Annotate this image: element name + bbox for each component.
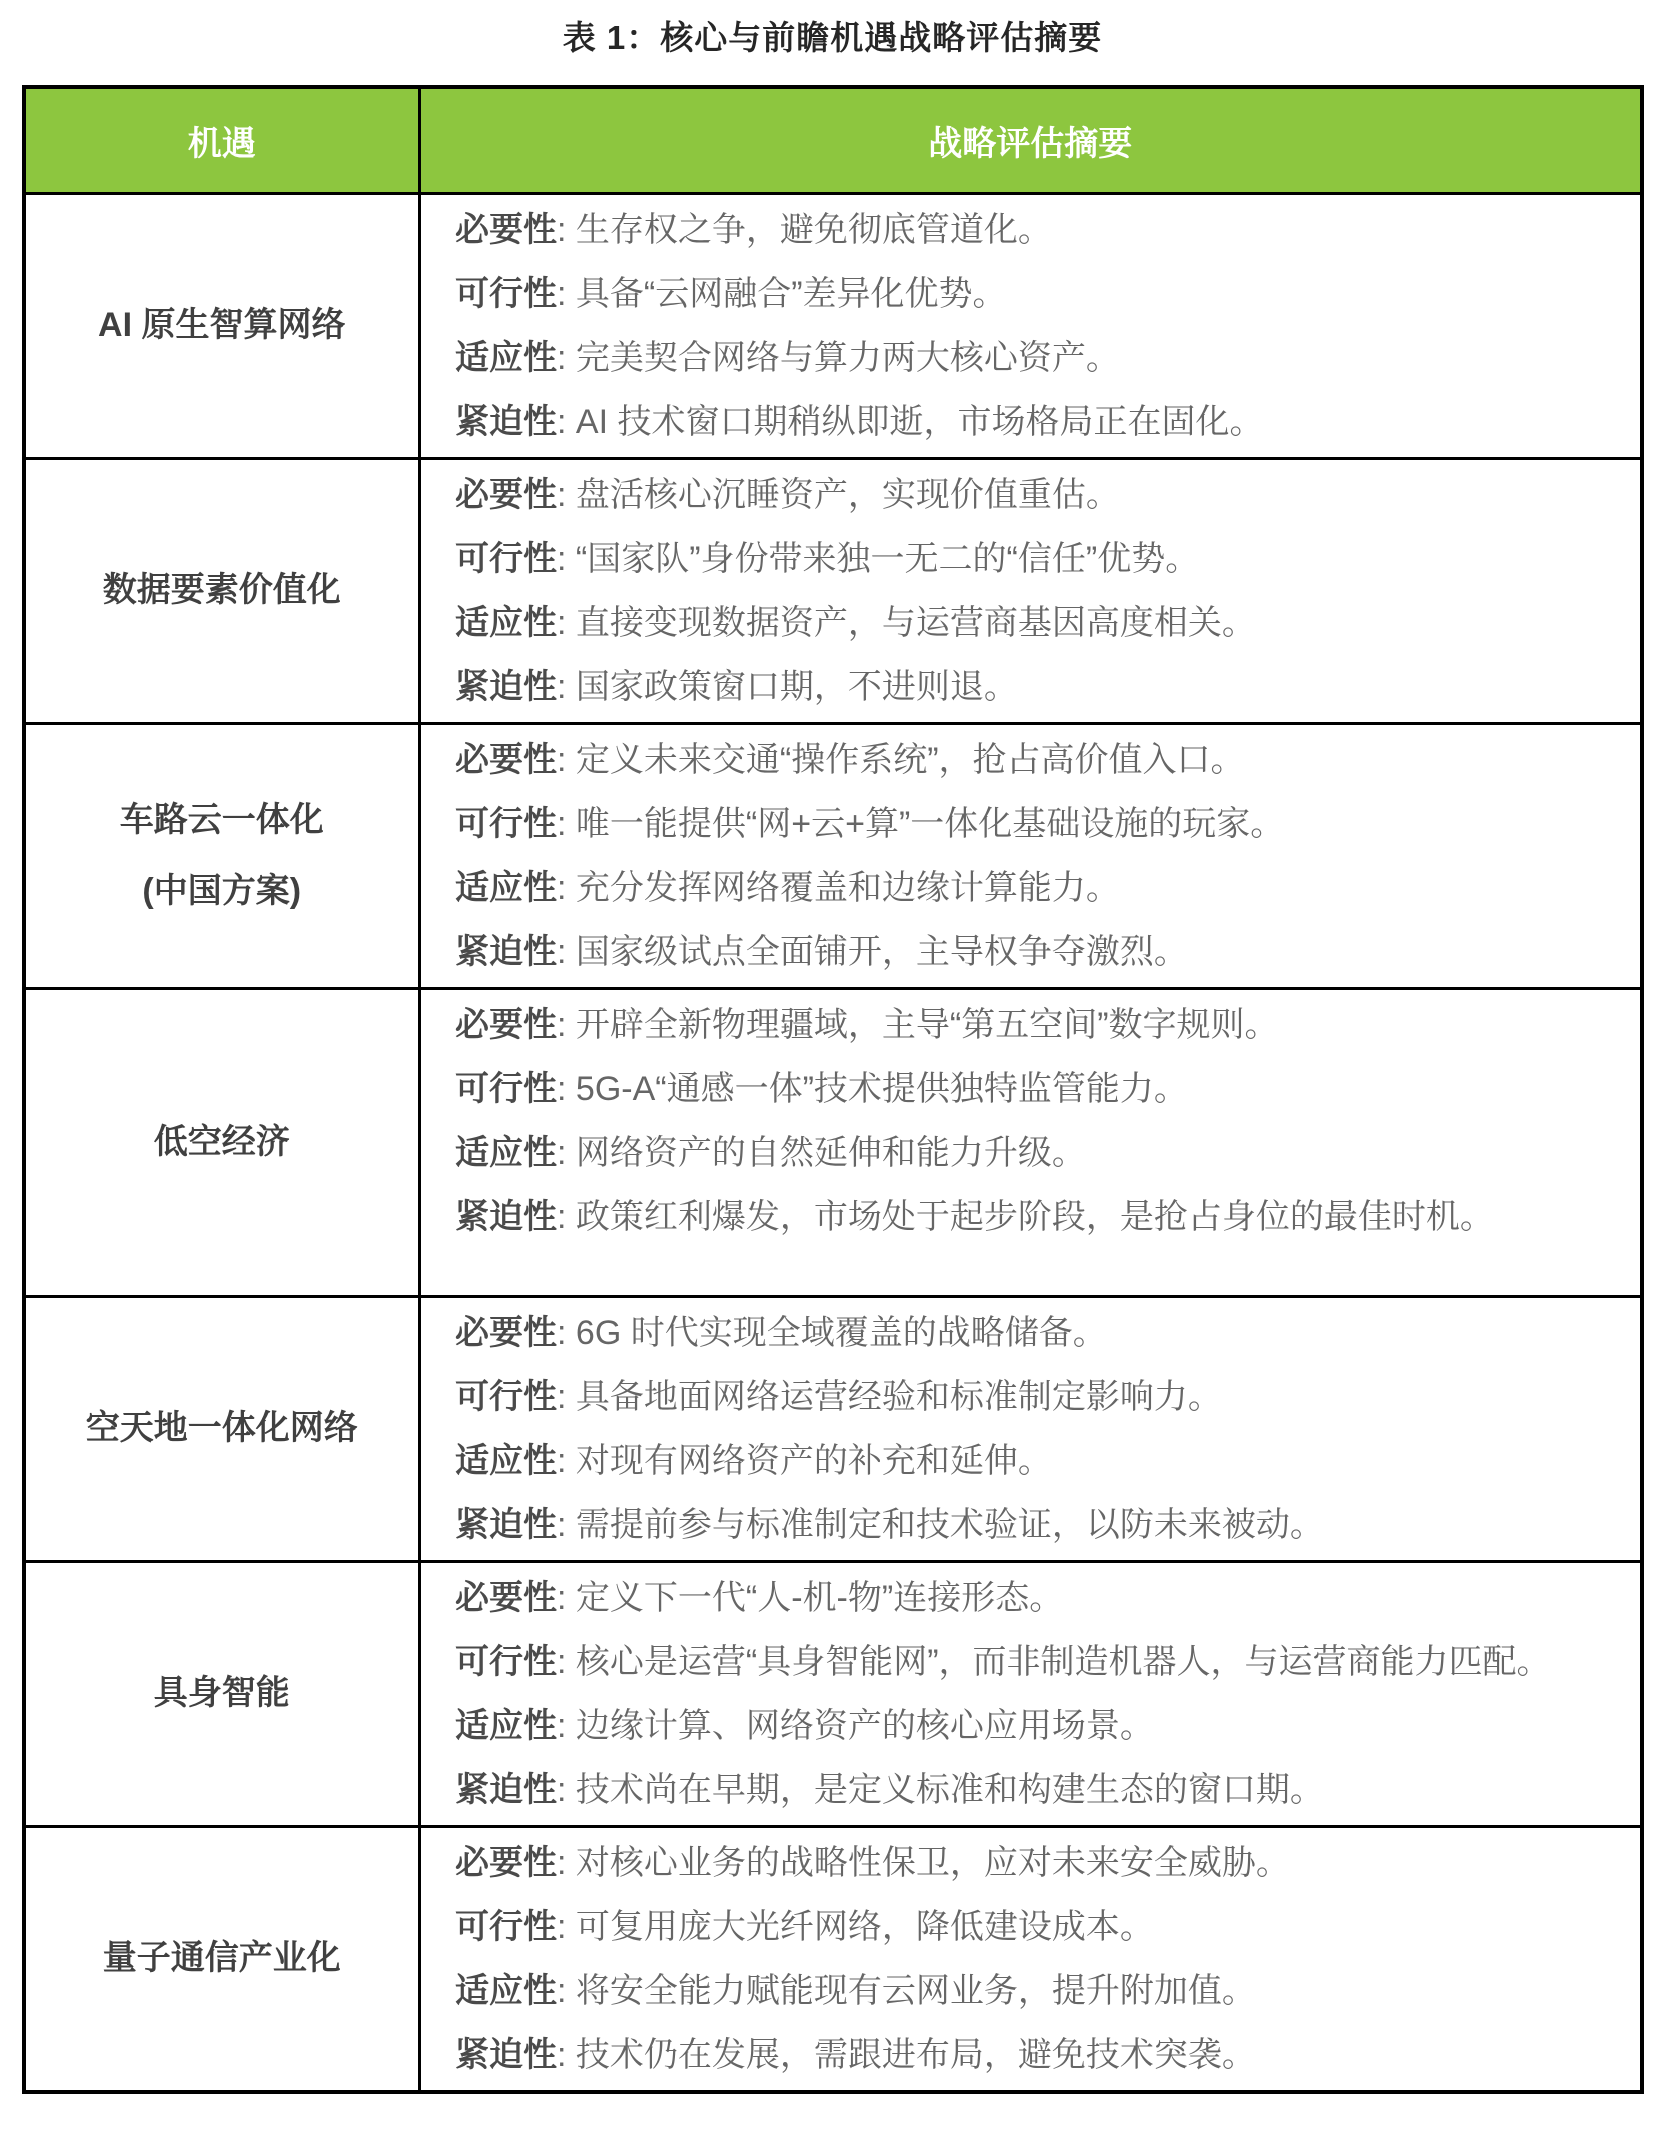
- assessment-text: 完美契合网络与算力两大核心资产。: [575, 338, 1120, 377]
- header-row: [24, 87, 1642, 193]
- assessment-item: 紧迫性: 技术仍在发展，需跟进布局，避免技术突袭。: [455, 2035, 1256, 2074]
- assessment-text: 充分发挥网络覆盖和边缘计算能力。: [575, 868, 1120, 907]
- assessment-item: 必要性: 生存权之争，避免彻底管道化。: [455, 210, 1052, 249]
- assessment-text: 具备“云网融合”差异化优势。: [575, 274, 1007, 313]
- assessment-label: 紧迫性: [455, 1505, 557, 1544]
- assessment-item: 必要性: 定义未来交通“操作系统”，抢占高价值入口。: [455, 740, 1245, 779]
- opportunity-cell: [24, 1561, 420, 1826]
- assessment-text: 5G-A“通感一体”技术提供独特监管能力。: [575, 1069, 1188, 1108]
- header-summary: 战略评估摘要: [420, 87, 1642, 193]
- summary-cell: [420, 723, 1642, 988]
- opportunity-name: (中国方案): [142, 871, 302, 910]
- assessment-label: 紧迫性: [455, 402, 557, 441]
- assessment-label: 适应性: [455, 1971, 557, 2010]
- opportunity-name: 低空经济: [153, 1122, 290, 1161]
- opportunity-name: 空天地一体化网络: [85, 1409, 358, 1448]
- table-row: [24, 458, 1642, 723]
- assessment-text: 国家政策窗口期，不进则退。: [575, 667, 1018, 706]
- assessment-text: 核心是运营“具身智能网”，而非制造机器人，与运营商能力匹配。: [575, 1642, 1551, 1681]
- summary-cell: [420, 1826, 1642, 2092]
- assessment-item: 紧迫性: 技术尚在早期，是定义标准和构建生态的窗口期。: [455, 1770, 1324, 1809]
- assessment-item: 紧迫性: 需提前参与标准制定和技术验证，以防未来被动。: [455, 1505, 1324, 1544]
- assessment-label: 可行性: [455, 1377, 557, 1416]
- assessment-label: 必要性: [455, 1313, 557, 1352]
- table-row: [24, 1826, 1642, 2092]
- table-row: [24, 723, 1642, 988]
- assessment-item: 必要性: 6G 时代实现全域覆盖的战略储备。: [455, 1313, 1107, 1352]
- assessment-item: 可行性: 唯一能提供“网+云+算”一体化基础设施的玩家。: [455, 804, 1285, 843]
- assessment-text: 可复用庞大光纤网络，降低建设成本。: [575, 1907, 1154, 1946]
- assessment-label: 适应性: [455, 338, 557, 377]
- assessment-label: 可行性: [455, 804, 557, 843]
- assessment-item: 必要性: 开辟全新物理疆域，主导“第五空间”数字规则。: [455, 1005, 1279, 1044]
- assessment-label: 适应性: [455, 1133, 557, 1172]
- assessment-text: 开辟全新物理疆域，主导“第五空间”数字规则。: [575, 1005, 1279, 1044]
- assessment-text: 将安全能力赋能现有云网业务，提升附加值。: [575, 1971, 1256, 2010]
- assessment-label: 可行性: [455, 1069, 557, 1108]
- assessment-label: 可行性: [455, 274, 557, 313]
- assessment-item: 适应性: 边缘计算、网络资产的核心应用场景。: [455, 1706, 1154, 1745]
- assessment-item: 适应性: 直接变现数据资产，与运营商基因高度相关。: [455, 603, 1256, 642]
- assessment-label: 紧迫性: [455, 932, 557, 971]
- assessment-item: 紧迫性: AI 技术窗口期稍纵即逝，市场格局正在固化。: [455, 402, 1264, 441]
- assessment-text: 唯一能提供“网+云+算”一体化基础设施的玩家。: [575, 804, 1285, 843]
- assessment-item: 可行性: 可复用庞大光纤网络，降低建设成本。: [455, 1907, 1154, 1946]
- opportunity-cell: [24, 458, 420, 723]
- assessment-label: 必要性: [455, 1578, 557, 1617]
- assessment-label: 必要性: [455, 1005, 557, 1044]
- assessment-text: 需提前参与标准制定和技术验证，以防未来被动。: [575, 1505, 1324, 1544]
- assessment-item: 紧迫性: 国家政策窗口期，不进则退。: [455, 667, 1018, 706]
- opportunity-name: 具身智能: [153, 1674, 290, 1713]
- assessment-label: 可行性: [455, 539, 557, 578]
- opportunity-cell: [24, 723, 420, 988]
- table-row: [24, 1296, 1642, 1561]
- table-row: [24, 193, 1642, 458]
- assessment-text: 技术仍在发展，需跟进布局，避免技术突袭。: [575, 2035, 1256, 2074]
- assessment-label: 紧迫性: [455, 2035, 557, 2074]
- summary-cell: [420, 1296, 1642, 1561]
- assessment-item: 可行性: 具备地面网络运营经验和标准制定影响力。: [455, 1377, 1222, 1416]
- table-row: [24, 988, 1642, 1296]
- opportunity-name: 量子通信产业化: [102, 1939, 341, 1978]
- opportunity-name: AI 原生智算网络: [98, 306, 346, 345]
- opportunity-cell: [24, 1826, 420, 2092]
- assessment-text: 对核心业务的战略性保卫，应对未来安全威胁。: [575, 1843, 1290, 1882]
- assessment-label: 必要性: [455, 1843, 557, 1882]
- assessment-item: 适应性: 对现有网络资产的补充和延伸。: [455, 1441, 1052, 1480]
- summary-cell: [420, 193, 1642, 458]
- table-row: [24, 1561, 1642, 1826]
- table-title: 表 1：核心与前瞻机遇战略评估摘要: [562, 19, 1103, 56]
- summary-cell: [420, 458, 1642, 723]
- summary-cell: [420, 988, 1642, 1296]
- assessment-text: 具备地面网络运营经验和标准制定影响力。: [575, 1377, 1222, 1416]
- assessment-label: 必要性: [455, 740, 557, 779]
- assessment-text: 技术尚在早期，是定义标准和构建生态的窗口期。: [575, 1770, 1324, 1809]
- assessment-text: 6G 时代实现全域覆盖的战略储备。: [575, 1313, 1107, 1352]
- assessment-item: 适应性: 网络资产的自然延伸和能力升级。: [455, 1133, 1086, 1172]
- assessment-label: 必要性: [455, 210, 557, 249]
- assessment-text: “国家队”身份带来独一无二的“信任”优势。: [575, 539, 1200, 578]
- assessment-text: 国家级试点全面铺开，主导权争夺激烈。: [575, 932, 1188, 971]
- assessment-text: 边缘计算、网络资产的核心应用场景。: [575, 1706, 1154, 1745]
- summary-cell: [420, 1561, 1642, 1826]
- assessment-item: 适应性: 充分发挥网络覆盖和边缘计算能力。: [455, 868, 1120, 907]
- assessment-item: 必要性: 盘活核心沉睡资产，实现价值重估。: [455, 475, 1120, 514]
- header-opportunity: 机遇: [24, 87, 420, 193]
- assessment-text: 定义下一代“人-机-物”连接形态。: [575, 1578, 1064, 1617]
- assessment-label: 适应性: [455, 603, 557, 642]
- assessment-item: 紧迫性: 政策红利爆发，市场处于起步阶段，是抢占身位的最佳时机。: [455, 1197, 1494, 1236]
- opportunity-name: 数据要素价值化: [102, 571, 341, 610]
- assessment-label: 紧迫性: [455, 667, 557, 706]
- assessment-text: 定义未来交通“操作系统”，抢占高价值入口。: [575, 740, 1245, 779]
- assessment-item: 紧迫性: 国家级试点全面铺开，主导权争夺激烈。: [455, 932, 1188, 971]
- assessment-item: 可行性: 5G-A“通感一体”技术提供独特监管能力。: [455, 1069, 1188, 1108]
- assessment-item: 可行性: 具备“云网融合”差异化优势。: [455, 274, 1007, 313]
- assessment-label: 紧迫性: [455, 1770, 557, 1809]
- assessment-label: 必要性: [455, 475, 557, 514]
- assessment-text: 生存权之争，避免彻底管道化。: [575, 210, 1052, 249]
- assessment-label: 可行性: [455, 1642, 557, 1681]
- assessment-text: 政策红利爆发，市场处于起步阶段，是抢占身位的最佳时机。: [575, 1197, 1494, 1236]
- assessment-label: 紧迫性: [455, 1197, 557, 1236]
- assessment-label: 适应性: [455, 1706, 557, 1745]
- assessment-text: 盘活核心沉睡资产，实现价值重估。: [575, 475, 1120, 514]
- assessment-text: 直接变现数据资产，与运营商基因高度相关。: [575, 603, 1256, 642]
- opportunity-cell: [24, 988, 420, 1296]
- opportunity-cell: [24, 1296, 420, 1561]
- assessment-item: 可行性: 核心是运营“具身智能网”，而非制造机器人，与运营商能力匹配。: [455, 1642, 1551, 1681]
- assessment-text: 网络资产的自然延伸和能力升级。: [575, 1133, 1086, 1172]
- assessment-label: 适应性: [455, 868, 557, 907]
- assessment-text: AI 技术窗口期稍纵即逝，市场格局正在固化。: [575, 402, 1264, 441]
- assessment-table: [22, 85, 1644, 2094]
- assessment-text: 对现有网络资产的补充和延伸。: [575, 1441, 1052, 1480]
- opportunity-cell: [24, 193, 420, 458]
- assessment-item: 必要性: 对核心业务的战略性保卫，应对未来安全威胁。: [455, 1843, 1290, 1882]
- assessment-label: 可行性: [455, 1907, 557, 1946]
- assessment-item: 必要性: 定义下一代“人-机-物”连接形态。: [455, 1578, 1064, 1617]
- assessment-item: 适应性: 完美契合网络与算力两大核心资产。: [455, 338, 1120, 377]
- opportunity-name: 车路云一体化: [119, 800, 324, 839]
- assessment-item: 可行性: “国家队”身份带来独一无二的“信任”优势。: [455, 539, 1200, 578]
- assessment-item: 适应性: 将安全能力赋能现有云网业务，提升附加值。: [455, 1971, 1256, 2010]
- assessment-label: 适应性: [455, 1441, 557, 1480]
